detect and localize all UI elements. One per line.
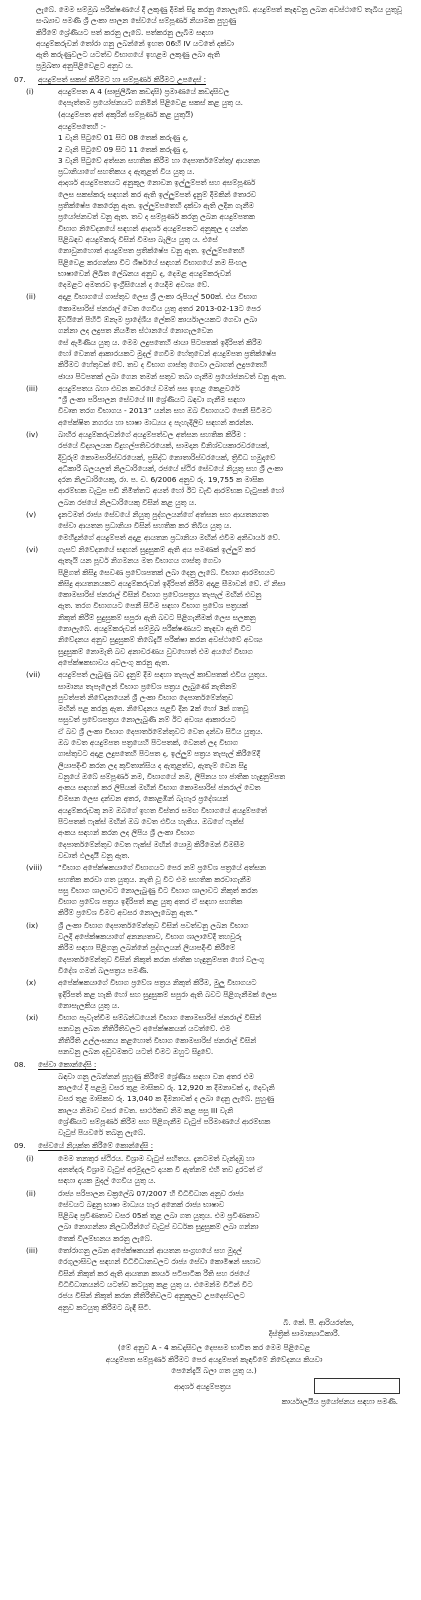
item-line: කිරීම සඳහා පිළිගනු ලබන්නේ පුද්ගලයන් ලියාපදිංචි කිරීමේ <box>58 943 236 953</box>
signatory-name: බී. කේ. පී. ආරියරත්න, <box>283 1317 354 1327</box>
section-heading <box>14 1140 414 1151</box>
note-line: අයදුම්පත සම්පූර්ණ කිරීමට පෙර අයදුම්පත් කැඳවීමේ නිවේදනය කියවා <box>105 1354 323 1364</box>
para-line: පිළිබඳව අයදුම්කරු විසින් විමසා බැලිය යුතු ය. එසේ <box>58 234 218 244</box>
item-line: රාජ්‍ය පරිපාලන චක්‍රලේඛ 07/2007 හි විධිවිධාන අනුව රාජ්‍ය <box>58 1188 244 1198</box>
item-line: අයදුම්පතෙහි :- <box>58 121 106 131</box>
intro-line: ප්‍රමුඛතා අනුපිළිවෙළට අනුව ය. <box>36 61 134 71</box>
para-line: දෙමළට අමතරව ඉංග්‍රීසියෙන් ද යෙදීම අවශ්‍ය වේ. <box>58 280 210 290</box>
step-line: 2 වැනි පිටුවේ 09 සිට 11 තෙක් කරුණු ද, <box>58 144 189 154</box>
item-line: නිකුත් කිරීම් සුදුසුකම් සපුරා ඇති බවට පිළිගැනීමක් ලෙස සලකනු <box>58 612 256 622</box>
section-09 <box>14 1140 414 1312</box>
item-line: රජයේ විද්‍යාලයක විදුහල්පතිවරයෙක්, සාමදාන විනිශ්චයකාරවරයෙක්, <box>58 441 270 451</box>
list-item <box>14 86 414 120</box>
item-line: කොමසාරිස් ජනරාල් විසින් විභාග ප්‍රවේශපත්‍රය තැපැල් මඟින් එවනු <box>58 590 262 600</box>
section-title: සේවා කොන්දේසි : <box>38 1060 97 1070</box>
section-title: සේවයේ නියුක්ත කිරීමේ කොන්දේසි : <box>38 1141 154 1151</box>
item-line: ඇතැයි යන පූර්ව නිගමනය මත විභාගය ගාස්තු ගෙවා <box>58 556 221 566</box>
item-line: අයදුම්කරුවකු නම ඔබගේ ඉහත විස්තර සමඟ විභාගයේ අයදුම්පතේ <box>58 805 267 815</box>
item-line: නොලැබේ. අයදුම්කරුවන් සම්මුඛ පරීක්ෂණයට කැඳවා ඇති විට <box>58 624 252 634</box>
list-item <box>14 1188 414 1244</box>
item-number: (ii) <box>26 1188 36 1198</box>
item-line: තෝරාගනු ලබන අපේක්ෂකයන් ආයතන සංග්‍රහයේ සහ මුදල් <box>58 1246 242 1256</box>
item-line: ආරම්භක වැටුප පඩි නිමිත්තට අයත් හෝ ඊට වැඩි ආරම්භක වැටුපක් හෝ <box>58 486 284 496</box>
para-line: ශ්‍රේණියට සම්පූර්ණ කිරීම සහ පිළිගැනීම වැටුප් පරිමාණයේ ආරම්භක <box>58 1116 271 1126</box>
para-line: නොවුනහොත් අයදුම්පත ප්‍රතික්ෂේප වනු ඇත. ඉල්ලුම්පතෙහි <box>58 246 245 256</box>
gazette-page <box>14 4 414 1408</box>
item-line: කිරීමට හේතුවක් වේ. තව ද විභාග ගාස්තු ගෙවා ලබාගත් ලදුපතෙහි <box>58 360 268 370</box>
list-item <box>14 383 414 428</box>
section-08 <box>14 1059 414 1138</box>
item-line: (අයදුම්පත අත් අකුරින් සම්පූර්ණ කළ යුතුයි) <box>58 109 194 119</box>
note-line: පෙනේදැයි බලා ගත යුතු ය.) <box>171 1366 257 1376</box>
office-use-box <box>314 1378 400 1394</box>
item-line: අයදුම්පතය බහා එවන කවරයේ වමත් පස ඉහළ කෙළවරේ <box>58 383 240 393</box>
para-line: විභාග නිවේදනයේ සඳහන් ආදර්ශ අයදුම්පතට අනුකූල ද යන්න <box>58 223 248 233</box>
list-item <box>14 862 414 918</box>
list-item <box>14 121 414 132</box>
item-line: විදේශ ගමන් බලපත්‍රය පමණි. <box>58 965 149 975</box>
section-07-items <box>14 291 414 1057</box>
item-line: පිළිබඳ ප්‍රවීණතාව වසර 05ක් තුළ ලබා ගත යුතුය. එම ප්‍රවීණතාව <box>58 1211 260 1221</box>
item-line: දෙපැත්තම ප්‍රයෝජනයට ගනිමින් පිළිවෙළ සකස් කළ යුතු ය. <box>58 98 244 108</box>
list-item <box>14 1153 414 1187</box>
item-line: රෙගුලාසිවල සඳහන් විධිවිධානවලට රාජ්‍ය සේවා කොමිෂන් සභාව <box>58 1257 261 1267</box>
section-heading <box>14 74 414 85</box>
item-line: විසින් නිකුත් කර ඇති ආයතන කාර්ය පටිපාටික රීති සහ රජයේ <box>58 1268 250 1278</box>
item-line: අදාළ විභාගයේ ගාස්තුව ලෙස ශ්‍රී ලංකා රුපියල් 500ක්. එය විභාග <box>58 292 258 302</box>
item-line: දිවයිනේ පිහිටි ඕනෑම ප්‍රාදේශීය ලේකම් කාර්යාලයකට ගෙවා ලබා <box>58 315 258 325</box>
list-item <box>14 429 414 508</box>
note-line: (මේ අනුව A - 4 කඩදාසිවල දෙපසම භාවිත කර මෙම පිළිවෙළ <box>117 1343 311 1353</box>
signatory-title: දිස්ත්‍රික් සාමාන්‍යාධිකාරී. <box>268 1329 340 1339</box>
list-item <box>14 1012 414 1057</box>
item-line: ගන්නා ලද ලදුපත නියමිත ස්ථානයේ නොගැලවෙන <box>58 326 213 336</box>
item-number: (vii) <box>26 670 41 680</box>
step-line: 1 වැනි පිටුවේ 01 සිට 08 තෙක් කරුණු ද, <box>58 133 189 143</box>
item-line: පිළිගත් කිසිදු සෙවණ ප්‍රවේශපතක් ලබා දෙනු ලැබේ. විභාග ආරම්භයට <box>58 567 275 577</box>
item-line: බාහිර අයදුම්කරුවන්ගේ අයදුම්පත්වල අත්සන සහතික කිරීම : <box>58 429 247 439</box>
item-line: වඩාත් ඵලදායී වනු ඇත. <box>58 850 130 860</box>
para-line: ප්‍රතික්ෂේප කෙරෙනු ඇත. ඉල්ලුම්පතෙහි දක්වා ඇති ලදින ගැනීම <box>58 201 254 211</box>
list-item <box>14 291 414 381</box>
item-line: පසුවත් ප්‍රවේශපත්‍රය නොලැබුණි නම් ඊට අවශ්‍ය ආකාරයට <box>58 715 236 725</box>
list-item <box>14 509 414 543</box>
item-line: ලබා නොගන්නා නිලධාරීන්ගේ වැටුප් වර්ධක සුදුසුකම් ලබා ගන්නා <box>58 1222 259 1232</box>
item-line: අපේක්ෂිත නගරය හා භාෂා මාධ්‍යය ද පැහැදිලිව සඳහන් කරන්න. <box>58 417 254 427</box>
item-line: කිසිදු ආයතනයකට අයදුම්කරුවන් ඉදිරිපත් කිරීම අදාළ සීමාවන් වේ. ඒ නිසා <box>58 578 286 588</box>
item-number: (iii) <box>26 383 38 393</box>
para-line: භාෂාවෙන් ලිඛිත ලේඛනය අනුව ද, දෙමළ අයදුම්කරුවන් <box>58 268 232 278</box>
model-form-paragraph <box>14 177 414 290</box>
item-line: “ශ්‍රී ලංකා පරිපාලන සේවයේ III ශ්‍රේණියට බඳවා ගැනීම සඳහා <box>58 395 245 405</box>
item-line: අංකය සඳහන් කර ලිපියක් මඟින් විභාග කොමසාරිස් ජනරාල් වෙත <box>58 783 261 793</box>
item-line: දිවුරුම් කොමසාරිස්වරයෙක්, ප්‍රසිද්ධ නොතාරිස්වරයෙක්, ත්‍රිවිධ හමුදාවේ <box>58 452 276 462</box>
para-line: ප්‍රයෝජනවත් වනු ඇත. තව ද සම්පූර්ණ කරනු ලබන අයදුම්පතක <box>58 212 255 222</box>
item-line: දෙපාර්තමේන්තුව විසින් නිකුත් කරන ජාතික හැඳුනුම්පත හෝ වලංගු <box>58 954 265 964</box>
para-line: ලෙස සකස්කරු සඳහන් කර ඇති ඉල්ලුම්පත් දැනුම් දීමකින් තොරව <box>58 189 257 199</box>
para-line: වැටුප් පියවරේ තබනු ලැබේ. <box>58 1128 146 1138</box>
intro-line: අයදුම්කරුවන් තෝරා ගනු ලබන්නේ ඉහත 06හි IV යටතේ දක්වා <box>36 38 234 48</box>
item-line: දෙපාර්තමේන්තුව වෙත ෆැක්ස් මඟින් යොමු කිරීමෙන් විමසීම <box>58 839 245 849</box>
section-09-items <box>14 1153 414 1313</box>
item-number: (ix) <box>26 920 39 930</box>
item-line: දැනටමත් රාජ්‍ය සේවයේ නියුතු පුද්ගලයන්ගේ අත්සන සහ ආයතනගත <box>58 510 269 520</box>
para-line: වසර තුළ මාසිකව රු. 13,040 ක දීමනාවක් ද ලබා දෙනු ලැබේ. පුහුණු <box>58 1094 275 1104</box>
item-line: පනවනු ලබන දඬුවමකට යටත් වීමට ඔහුට සිදුවේ. <box>58 1047 214 1057</box>
item-number: (i) <box>26 87 34 97</box>
list-item <box>14 669 414 861</box>
item-line: සුදුසුකම් නොමැති බව අනාවරණය වුවහොත් එම අයගේ විභාග <box>58 646 253 656</box>
item-line: පසු විභාග ශාලාවට නොලැබුණු විට විභාග ශාලාවට නිකුත් කරන <box>58 885 258 895</box>
item-line: ගාස්තුවට අදාළ ලදුපතෙහි පිටපත ද, ඉල්ලුම් පත්‍රය තැපැල් කිරීමේදී <box>58 749 261 759</box>
section-number: 09. <box>14 1141 26 1151</box>
section-number: 07. <box>14 74 26 84</box>
list-item <box>14 977 414 1011</box>
para-line: පිළිවෙළ කරගන්නා විට ශීර්ෂයේ සඳහන් විභාගයේ නම සිංහල <box>58 257 248 267</box>
item-line: සේවයට බඳුනු භාෂා මාධ්‍යය හැර අනෙක් රාජ්‍ය භාෂාව <box>58 1199 225 1209</box>
item-line: පනවනු ලබන නීතිරීතිවලට අපේක්ෂකයන් යටත්වේ. එම <box>58 1024 231 1034</box>
item-line: අංකය සඳහන් කරන ලද ලිපිය ශ්‍රී ලංකා විභාග <box>58 828 195 838</box>
item-line: අපේක්ෂකයාගේ විභාග ප්‍රවේශ පත්‍රය නිකුත් කිරීම, මුලු විභාගයට <box>58 978 257 988</box>
item-line: කිරීම් ප්‍රවේශ වීමට අවසර නොලැබෙනු ඇත.” <box>58 908 198 918</box>
item-line: නීතිරීති උල්ලංඝනය කළහොත් විභාග කොමසාරිස් ජනරාල් විසින් <box>58 1035 257 1045</box>
item-number: (i) <box>26 1153 34 1163</box>
section-number: 08. <box>14 1060 26 1070</box>
item-line: ලබන රජයේ නිලධාරියෙකු විසින් කළ යුතු ය. <box>58 497 197 507</box>
intro-line: ඇති කරුණුවලට යටත්ව විභාගයේ ඉහළම ලකුණු ලබා ඇති <box>36 50 220 60</box>
item-line: වනුයේ ඔබේ සම්පූර්ණ නම, විභාගයේ නම, ලිපිනය හා ජාතික හැඳුනුම්පත <box>58 771 286 781</box>
item-line: සඳහා දායක මුදල් ගෙවිය යුතු ය. <box>58 1176 156 1186</box>
list-item <box>14 544 414 668</box>
model-form-title: ආදර්ශ අයදුම්පත්‍රය <box>174 1382 231 1392</box>
item-line: රජය විසින් නිකුත් කරන නීතිරීතිවලට අනුකූලව උපදෙස්වලට <box>58 1291 245 1301</box>
item-line: මෙහිදුන්ගේ අයදුම්පත් අදාළ ආයතන ප්‍රධානියා මඟින් එවීම අනිවාර්ය වේ. <box>58 532 281 542</box>
section-07 <box>14 74 414 1058</box>
section-heading <box>14 1059 414 1070</box>
item-number: (xi) <box>26 1013 39 1023</box>
item-line: අයදුම්පත A 4 (සෘජුලිඛිත කඩදාසි) ප්‍රමාණයේ කඩදාසිවල <box>58 87 230 97</box>
instruction-note <box>14 1342 414 1376</box>
item-number: (vi) <box>26 544 39 554</box>
item-line: වලදී අපේක්ෂකයාගේ අනන්‍යතාව, විභාග ශාලාවේදී තහවුරු <box>58 932 242 942</box>
item-line: විභාග පැවැත්වීම සම්බන්ධයෙන් විභාග කොමසාරිස් ජනරාල් විසින් <box>58 1013 262 1023</box>
item-line: “විභාග අපේක්ෂකයාගේ විභාගයට පෙර නම් ප්‍රවේශ පත්‍රයේ අත්සන <box>58 863 266 873</box>
para-line: කාලය නිමාව වසර වෙත. සාර්ථකව නිම කළ පසු III වැනි <box>58 1105 234 1115</box>
item-line: අනත්දරු විශ්‍රාම වැටුප් අරමුදලට දායක වී ඇත්නම් එහි තව දුරටත් ඒ <box>58 1164 263 1174</box>
intro-paragraph <box>14 4 414 72</box>
intro-line: කිරීමේ ශ්‍රේණියට පත් කරනු ලැබේ. පත්කරනු ලැබීම සඳහා <box>36 27 214 37</box>
item-line: නොසැලකිය යුතු ය. <box>58 1000 120 1010</box>
item-number: (iv) <box>26 429 39 439</box>
item-line: තෙක් විලම්භනය කරනු ලැබේ. <box>58 1233 153 1243</box>
item-line: සේවා ආයතන ප්‍රධානියා විසින් සහතික කර තිබිය යුතු ය. <box>58 521 232 531</box>
step-line: ප්‍රධානියාගේ සහතිකය ද ඇතුළත් විය යුතු ය. <box>58 167 195 177</box>
item-line: සහතික කරවා ගත යුතුය. නැති වූ විට එම සහතික කරවාගැනීම <box>58 874 252 884</box>
item-line: අනුව කටයුතු කිරීමට බැඳී සිටී. <box>58 1302 152 1312</box>
page-steps <box>14 132 414 177</box>
item-line: සේ ඇමිණිය යුතු ය. මෙම ලදුපතෙහි ඡායා පිටපතක් ඉදිරිපත් කිරීම <box>58 337 262 347</box>
item-line: දරන නිලධාරියෙකු, රා. ප. ච. 6/2006 අනුව රු. 19,755 ක මාසික <box>58 475 264 485</box>
step-line: 3 වැනි පිටුවේ අත්සන සහතික කිරීම හා දෙපාර්තමේන්තු/ ආයතන <box>58 155 260 165</box>
para-line: ආදර්ශ අයදුම්පතයට අනුකූල නොවන ඉල්ලුම්පත් සහ අසම්පූර්ණ <box>58 178 256 188</box>
service-conditions-text <box>14 1071 414 1139</box>
item-number: (iii) <box>26 1246 38 1256</box>
item-line: සාමාන්‍ය තැපෑලෙන් විභාග ප්‍රවේශ පත්‍රය ලැබුණේ නැතිනම් <box>58 681 237 691</box>
item-line: ගැසට් නිවේදනයේ සඳහන් සුදුසුකම් ඇති අය පමණක් ඉල්ලුම් කර <box>58 544 256 554</box>
item-line: හෝ වෙනත් ආකාරයකට මුදල් ගෙවීම හේතුවෙන් අයදුම්පත ප්‍රතික්ෂේප <box>58 348 277 358</box>
list-item <box>14 1245 414 1313</box>
model-form-header <box>14 1378 414 1396</box>
office-use-label: කාර්යාලයීය ප්‍රයෝජනය සඳහා පමණි. <box>281 1397 398 1407</box>
intro-line: ලැබේ. මෙම සම්මුඛ පරීක්ෂණයේ දී ලකුණු දීමක් සිදු කරනු නොලැබේ. අයදුම්පත් කැඳවනු ලබන අවස්ථාවේ තැබිය යුතුවූ <box>36 5 403 14</box>
item-line: පිටපතක් ෆැක්ස් මඟින් ඔබ වෙත එවිය හැකිය. ඔබගේ ෆැක්ස් <box>58 817 244 827</box>
item-number: (x) <box>26 978 37 988</box>
item-line: ලියාපදිංචි කරන ලද කුවිතාන්සිය ද ඇතුළත්ව, ඇතැම් වෙන සිදු <box>58 760 248 770</box>
item-number: (viii) <box>26 863 43 873</box>
item-line: විවෘත තරග විභාගය - 2013” යන්න සහ ඔබ විභාගයට පෙනී සිටීමට <box>58 406 272 416</box>
item-line: ශ්‍රී ලංකා විභාග දෙපාර්තමේන්තුව විසින් පවත්වනු ලබන විභාග <box>58 920 249 930</box>
para-line: කාලයේ දී පළමු වසර තුළ මාසිකව රු. 12,920 ක දීමනාවක් ද, දෙවැනි <box>58 1082 275 1092</box>
item-line: විභාග ප්‍රවේශ පත්‍රය ඉදිරිපත් කළ යුතු අතර ඒ සඳහා සහතික <box>58 897 243 907</box>
item-line: ඇත. තරග විභාගයට පෙනී සිටීම සඳහා විභාග ප්‍රවේශ පත්‍රයක් <box>58 601 248 611</box>
item-line: කොමසාරිස් ජනරාල් වෙත ගෙවිය යුතු අතර 2013-02-13ට පෙර <box>58 303 261 313</box>
item-line: ඔබ වෙත අයදුම්පත පත්‍රයෙහි පිටපතක්, වෙනත් ලද විභාග <box>58 738 238 747</box>
item-line: අපේක්ෂකභාවය අවලංගු කරනු ඇත. <box>58 657 170 667</box>
item-line: විධිවිධානයන්ට යටත්ව කටයුතු කළ යුතු ය. එමෙන්ම විටින් විට <box>58 1279 253 1289</box>
para-line: බඳවා ගනු ලබන්නන් පුහුණු කිරීමේ ශ්‍රේණිය සඳහා වන අතර එම <box>58 1071 255 1081</box>
item-line: ඡායා පිටපතක් ලබා ගෙන තමන් සතුව තබා ගැනීම ප්‍රයෝජනවත් වනු ඇත. <box>58 371 287 381</box>
list-item <box>14 920 414 976</box>
item-number: (ii) <box>26 292 36 302</box>
item-line: මෙම තනතුර ස්ථිරය. විශ්‍රාම වැටුප් සහිතය. දැනටමත් වැන්දඹු හා <box>58 1153 255 1163</box>
item-line: ඉදිරිපත් කළ හැකි හෝ සහ සුදුසුකම් සපුරා ඇති බවට පිළිගැනීමක් ලෙස <box>58 989 277 999</box>
item-line: පුවත්පත් නිවේදනයෙන් ශ්‍රී ලංකා විභාග දෙපාර්තමේන්තුව <box>58 692 234 702</box>
item-line: ඒ බව ශ්‍රී ලංකා විභාග දෙපාර්තමේන්තුවට වෙත දන්වා සිටිය යුතුය. <box>58 726 263 736</box>
item-line: අයදුම්පත් ලැබුණු බව දැනුම් දීම සඳහා තැපැල් කාඩ්පතක් එවිය යුතුය. <box>58 670 268 680</box>
section-title: අයදුම්පත් සකස් කිරීමට හා සම්පූර්ණ කිරීමට උපදෙස් : <box>38 74 207 84</box>
item-line: විමසන ලෙස දන්වන අතර, කොළඹින් බැහැර ප්‍රදේශයන් <box>58 794 229 804</box>
item-line: නිවේදනය අනුව සුදුසුකම් තිබේදැයි පරීක්ෂා කරන අවස්ථාවේ අවශ්‍ය <box>58 635 263 645</box>
item-line: මඟින් පළ කරනු ඇත. නිවේදනය පළවී දින 2ක් හෝ 3ක් ගතවූ <box>58 704 249 714</box>
intro-line: සංඛ්‍යාව පමණි ශ්‍රී ලංකා පාලන සේවයේ සම්පූර්ණ නියාමක පුහුණු <box>36 16 237 26</box>
item-line: අධිකාරී බලයලත් නිලධාරියෙක්, රජයේ ස්ථිර සේවයේ නියුතු සහ ශ්‍රී ලංකා <box>58 463 283 473</box>
item-number: (v) <box>26 510 37 520</box>
